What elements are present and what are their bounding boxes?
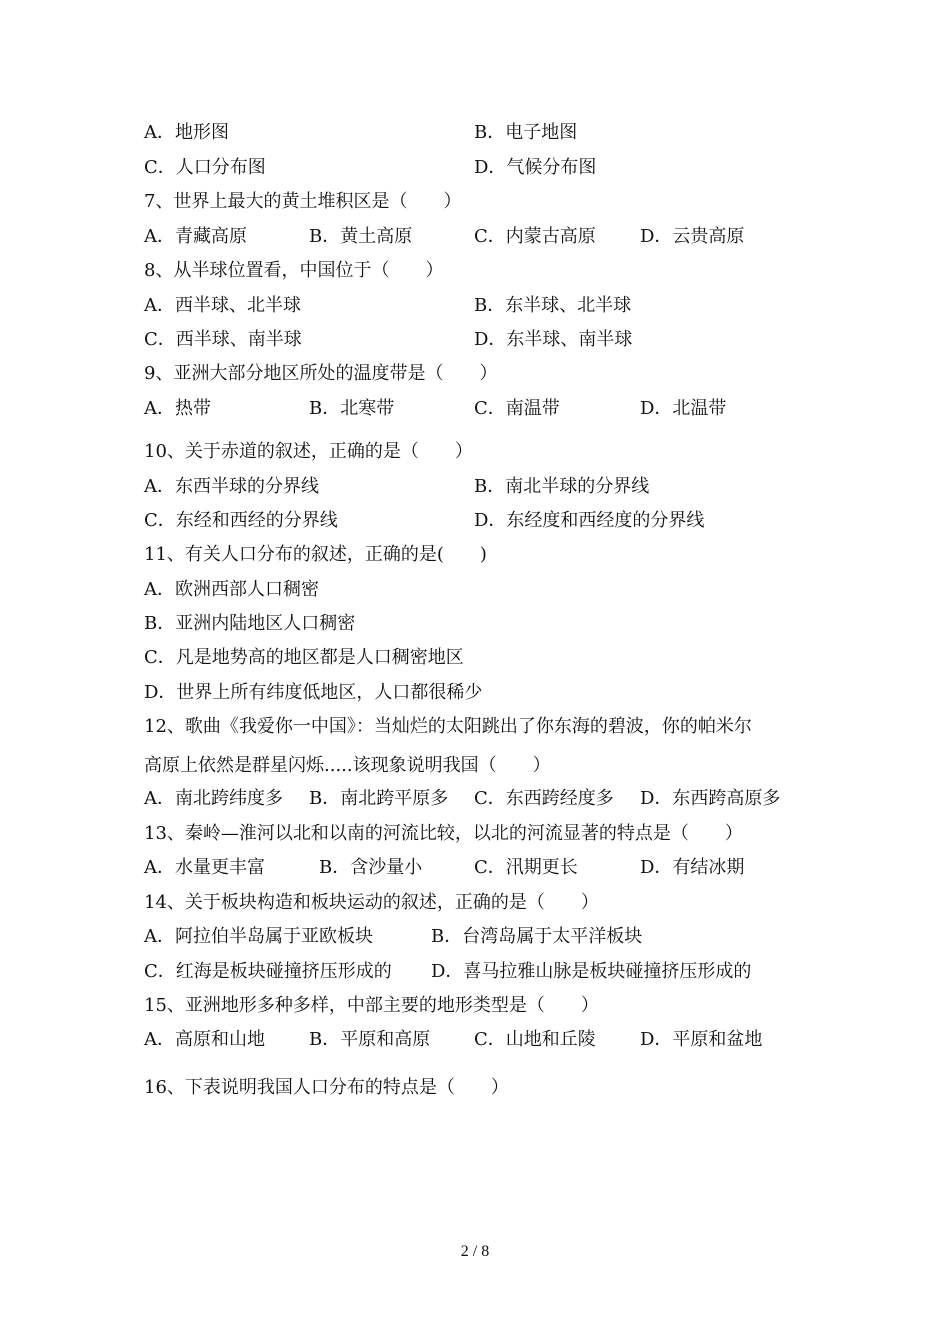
q9-stem: 9、亚洲大部分地区所处的温度带是（ ） [144, 363, 498, 384]
q11-option-b: B．亚洲内陆地区人口稠密 [144, 613, 356, 634]
q14-option-c: C．红海是板块碰撞挤压形成的 [144, 961, 392, 982]
q7-option-d: D．云贵高原 [640, 226, 745, 247]
q6-option-b: B．电子地图 [474, 122, 578, 143]
q8-option-c: C．西半球、南半球 [144, 329, 302, 350]
q6-option-d: D．气候分布图 [474, 157, 597, 178]
q8-stem: 8、从半球位置看，中国位于（ ） [144, 260, 444, 281]
q9-option-b: B．北寒带 [309, 398, 395, 419]
q9-option-c: C．南温带 [474, 398, 560, 419]
q10-option-b: B．南北半球的分界线 [474, 476, 650, 497]
q13-option-b: B．含沙量小 [319, 857, 423, 878]
q7-option-c: C．内蒙古高原 [474, 226, 596, 247]
q8-option-d: D．东半球、南半球 [474, 329, 633, 350]
q12-stem-line2: 高原上依然是群星闪烁.....该现象说明我国（ ） [144, 755, 551, 776]
q7-stem: 7、世界上最大的黄土堆积区是（ ） [144, 191, 462, 212]
q10-option-a: A．东西半球的分界线 [144, 476, 319, 497]
q8-option-a: A．西半球、北半球 [144, 295, 301, 316]
q13-stem: 13、秦岭—淮河以北和以南的河流比较，以北的河流显著的特点是（ ） [144, 823, 743, 844]
q11-option-c: C．凡是地势高的地区都是人口稠密地区 [144, 647, 464, 668]
q9-option-d: D．北温带 [640, 398, 727, 419]
q15-option-d: D．平原和盆地 [640, 1029, 763, 1050]
q15-option-c: C．山地和丘陵 [474, 1029, 596, 1050]
q11-stem: 11、有关人口分布的叙述，正确的是( ) [144, 544, 487, 565]
q12-option-a: A．南北跨纬度多 [144, 788, 283, 809]
q15-option-b: B．平原和高原 [309, 1029, 431, 1050]
q12-option-d: D．东西跨高原多 [640, 788, 781, 809]
q13-option-c: C．汛期更长 [474, 857, 578, 878]
q13-option-a: A．水量更丰富 [144, 857, 265, 878]
q7-option-a: A．青藏高原 [144, 226, 247, 247]
q11-option-a: A．欧洲西部人口稠密 [144, 579, 319, 600]
page-number: 2 / 8 [460, 1243, 490, 1260]
q14-option-b: B．台湾岛属于太平洋板块 [431, 926, 643, 947]
q13-option-d: D．有结冰期 [640, 857, 745, 878]
q9-option-a: A．热带 [144, 398, 211, 419]
q12-stem-line1: 12、歌曲《我爱你一中国》：当灿烂的太阳跳出了你东海的碧波，你的帕米尔 [144, 716, 752, 737]
q10-option-d: D．东经度和西经度的分界线 [474, 510, 705, 531]
q14-option-a: A．阿拉伯半岛属于亚欧板块 [144, 926, 373, 947]
q6-option-c: C．人口分布图 [144, 157, 266, 178]
q15-option-a: A．高原和山地 [144, 1029, 265, 1050]
q14-stem: 14、关于板块构造和板块运动的叙述，正确的是（ ） [144, 892, 599, 913]
q16-stem: 16、下表说明我国人口分布的特点是（ ） [144, 1077, 509, 1098]
q10-option-c: C．东经和西经的分界线 [144, 510, 338, 531]
q8-option-b: B．东半球、北半球 [474, 295, 632, 316]
q12-option-b: B．南北跨平原多 [309, 788, 449, 809]
q15-stem: 15、亚洲地形多种多样，中部主要的地形类型是（ ） [144, 995, 599, 1016]
q12-option-c: C．东西跨经度多 [474, 788, 614, 809]
q10-stem: 10、关于赤道的叙述，正确的是（ ） [144, 441, 473, 462]
q14-option-d: D．喜马拉雅山脉是板块碰撞挤压形成的 [431, 961, 752, 982]
q6-option-a: A．地形图 [144, 122, 229, 143]
q7-option-b: B．黄土高原 [309, 226, 413, 247]
q11-option-d: D．世界上所有纬度低地区，人口都很稀少 [144, 682, 483, 703]
